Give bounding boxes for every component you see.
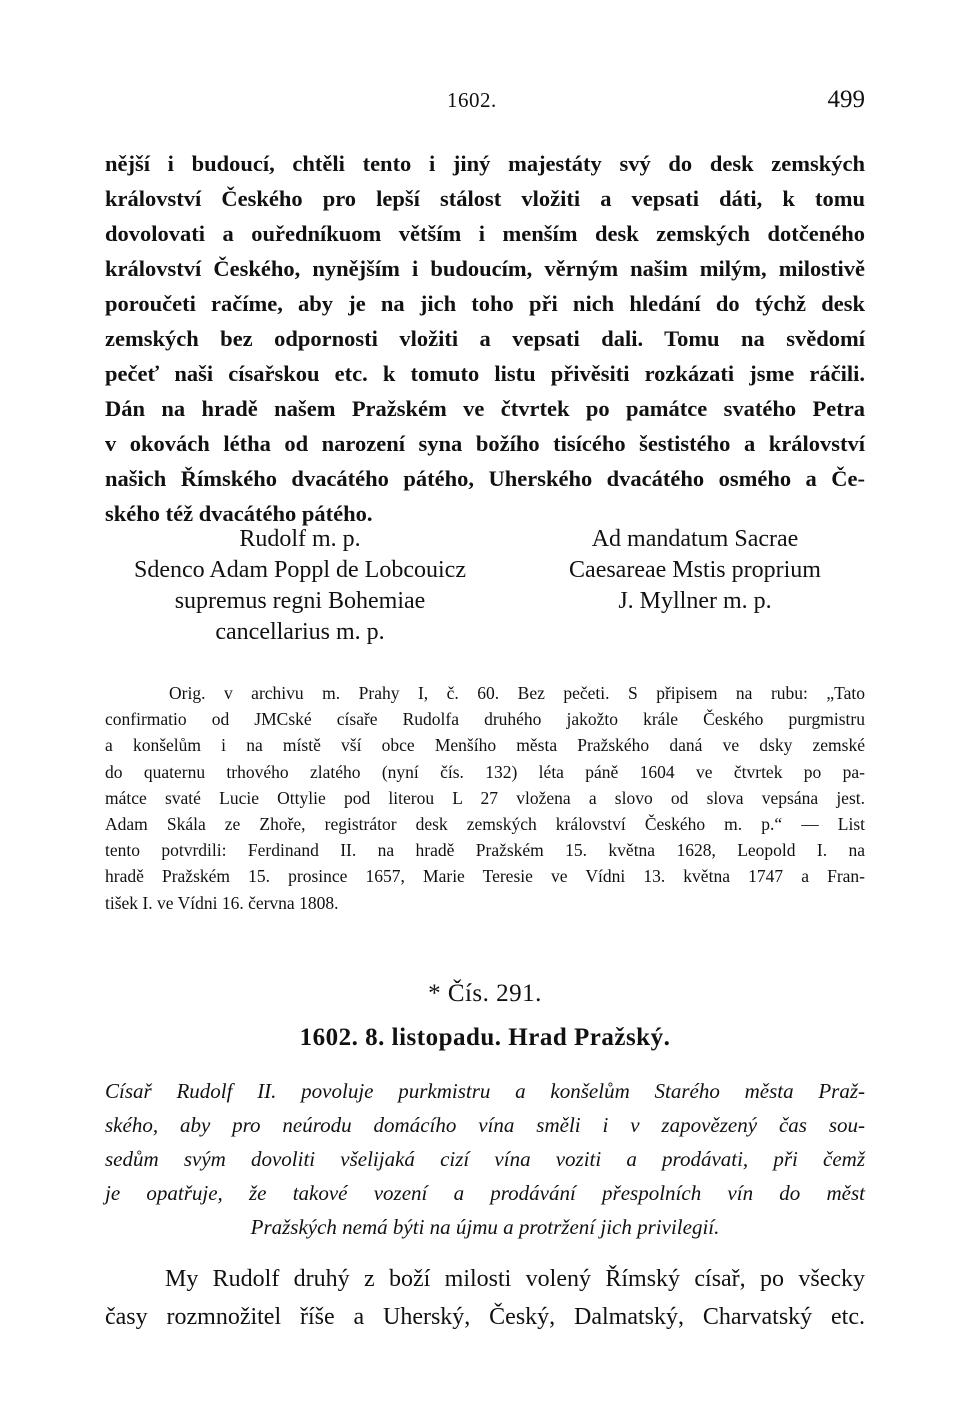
text-line: království Českého pro lepší stálost vložiti a vepsati dáti, k tomu [105,186,865,211]
note-line: mátce svaté Lucie Ottylie pod literou L 27 vložena a slovo od slova vepsána jest. [105,787,865,808]
signature-line: Rudolf m. p. [239,526,361,552]
text-line: království Českého, nynějším i budoucím, věrným našim milým, milostivě [105,256,865,281]
summary-line: ského, aby pro neúrodu domácího vína směli i v zapovězený čas sou- [105,1113,865,1137]
signature-line: supremus regni Bohemiae [174,588,426,614]
document-summary [105,1074,865,1244]
note-line: hradě Pražském 15. prosince 1657, Marie Teresie ve Vídni 13. května 1747 a Fran- [105,866,865,887]
text-line: nější i budoucí, chtěli tento i jiný majestáty svý do desk zemských [105,151,865,176]
text-line: dovolovati a ouředníkuom větším i menším desk zemských dotčeného [105,221,865,246]
signature-line: Ad mandatum Sacrae [591,526,799,552]
text-line: poroučeti račíme, aby je na jich toho při nich hledání do týchž desk [105,291,865,316]
text-line: našich Římského dvacátého pátého, Uherského dvacátého osmého a Če- [105,466,865,491]
note-line: tento potvrdili: Ferdinand II. na hradě Pražském 15. května 1628, Leopold I. na [105,840,865,861]
note-line: Adam Skála ze Zhoře, registrátor desk zemských království Českého m. p.“ — List [105,813,865,834]
note-line: Orig. v archivu m. Prahy I, č. 60. Bez pečeti. S připisem na rubu: „Tato [169,683,865,703]
page-number: 499 [827,86,865,113]
signature-line: Sdenco Adam Poppl de Lobcouicz [134,557,466,583]
signature-line: cancellarius m. p. [215,619,385,645]
text-line: pečeť naši císařskou etc. k tomuto listu přivěsiti rozkázati jsme ráčili. [105,361,865,386]
text-line: Dán na hradě našem Pražském ve čtvrtek po památce svatého Petra [105,396,865,421]
note-line: a konšelům i na místě vší obce Menšího města Pražského daná ve dsky zemské [105,735,865,756]
note-line: confirmatio od JMCské císaře Rudolfa druhého jakožto krále Českého purgmistru [105,709,865,730]
main-text-block [105,146,865,531]
note-line: do quaternu trhového zlatého (nyní čís. 132) léta páně 1604 ve čtvrtek po pa- [105,761,865,782]
closing-line: My Rudolf druhý z boží milosti volený Římský císař, po všecky [165,1266,865,1292]
note-line: tišek I. ve Vídni 16. června 1808. [105,892,339,913]
text-line: zemských bez odpornosti vložiti a vepsati dali. Tomu na svědomí [105,326,865,351]
signature-block [105,524,865,654]
closing-text [105,1260,865,1336]
summary-line: sedům svým dovoliti všelijaká cizí vína voziti a prodávati, při čemž [105,1147,865,1171]
signature-right [525,524,865,617]
summary-line: je opatřuje, že takové vození a prodávání přespolních vín do měst [105,1181,865,1205]
summary-line: Pražských nemá býti na újmu a protržení jich privilegií. [250,1215,720,1239]
page-header [105,86,865,120]
closing-line: časy rozmnožitel říše a Uherský, Český, Dalmatský, Charvatský etc. [105,1304,865,1330]
signature-left [105,524,495,648]
document-number: * Čís. 291. [428,980,542,1007]
text-line: ského též dvacátého pátého. [105,501,373,526]
signature-line: J. Myllner m. p. [618,588,772,614]
running-year: 1602. [447,88,497,112]
source-note [105,680,865,916]
document-heading: 1602. 8. listopadu. Hrad Pražský. [299,1024,671,1051]
text-line: v okovách létha od narození syna božího tisícého šestistého a království [105,431,865,456]
signature-line: Caesareae Mstis proprium [569,557,821,583]
summary-line: Císař Rudolf II. povoluje purkmistru a konšelům Starého města Praž- [105,1079,865,1103]
